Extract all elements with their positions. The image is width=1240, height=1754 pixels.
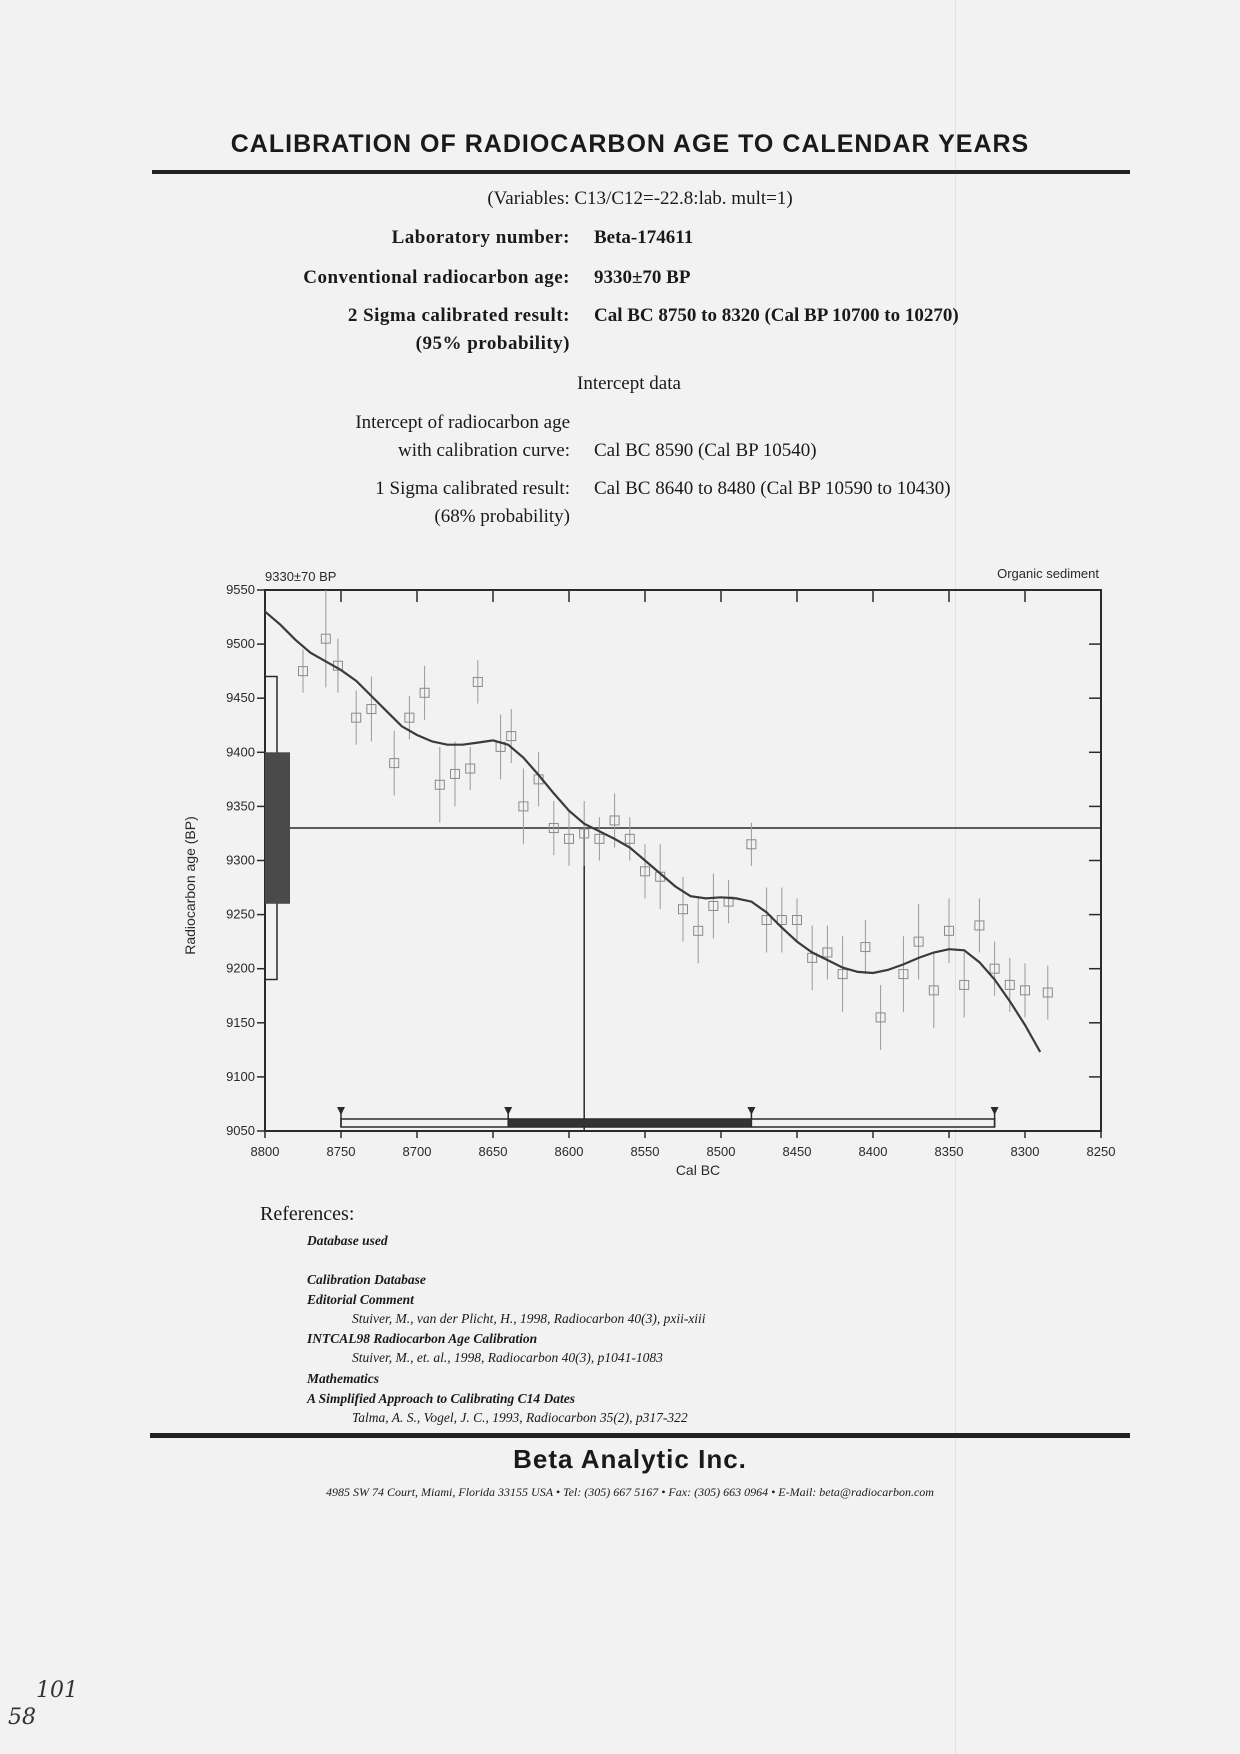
conventional-age-label: Conventional radiocarbon age: xyxy=(303,267,570,288)
y-tick-label: 9450 xyxy=(226,690,255,706)
footer-rule xyxy=(150,1433,1130,1438)
y-tick-label: 9500 xyxy=(226,636,255,652)
range-marker-arrow xyxy=(504,1107,512,1115)
ref-editorial-citation: Stuiver, M., van der Plicht, H., 1998, Radiocarbon 40(3), pxii-xiii xyxy=(352,1311,706,1326)
y-tick-label: 9350 xyxy=(226,798,255,814)
range-marker-arrow xyxy=(991,1107,999,1115)
y-axis-title: Radiocarbon age (BP) xyxy=(182,816,198,955)
one-sigma-probability: (68% probability) xyxy=(434,506,570,527)
references-heading: References: xyxy=(260,1203,355,1225)
ref-intcal: INTCAL98 Radiocarbon Age Calibration xyxy=(307,1331,538,1346)
intercept-label-1: Intercept of radiocarbon age xyxy=(355,412,570,433)
x-tick-label: 8400 xyxy=(858,1144,888,1159)
x-tick-label: 8600 xyxy=(554,1144,584,1159)
two-sigma-label: 2 Sigma calibrated result: xyxy=(347,305,570,326)
ref-intcal-citation: Stuiver, M., et. al., 1998, Radiocarbon 40(3), p1041-1083 xyxy=(352,1350,663,1365)
ref-calibration-database: Calibration Database xyxy=(307,1272,426,1287)
range-marker-arrow xyxy=(337,1107,345,1115)
ref-database-used: Database used xyxy=(307,1233,388,1248)
one-sigma-value: Cal BC 8640 to 8480 (Cal BP 10590 to 10430) xyxy=(594,478,951,499)
y-tick-label: 9150 xyxy=(226,1014,255,1030)
handwritten-note-101: 101 xyxy=(36,1678,78,1703)
y-tick-label: 9050 xyxy=(226,1123,255,1138)
x-tick-label: 8700 xyxy=(402,1144,432,1159)
lab-number-value: Beta-174611 xyxy=(594,227,694,248)
sample-type-label: Organic sediment xyxy=(997,566,1099,581)
x-tick-label: 8350 xyxy=(934,1144,964,1159)
y-tick-label: 9250 xyxy=(226,906,255,922)
y-tick-label: 9100 xyxy=(226,1068,255,1084)
intercept-value: Cal BC 8590 (Cal BP 10540) xyxy=(594,440,817,461)
x-axis-title: Cal BC xyxy=(675,1162,721,1178)
x-tick-label: 8450 xyxy=(782,1144,812,1159)
calibration-curve xyxy=(265,612,1040,1052)
one-sigma-range-bar xyxy=(508,1119,751,1127)
y-tick-label: 9550 xyxy=(226,582,255,597)
intercept-label-2: with calibration curve: xyxy=(398,440,570,461)
y-tick-label: 9200 xyxy=(226,960,255,976)
ref-mathematics: Mathematics xyxy=(307,1371,380,1386)
x-tick-label: 8500 xyxy=(706,1144,736,1159)
x-tick-label: 8800 xyxy=(250,1144,280,1159)
two-sigma-probability: (95% probability) xyxy=(415,333,570,354)
company-address: 4985 SW 74 Court, Miami, Florida 33155 USA • Tel: (305) 667 5167 • Fax: (305) 663 0964 • E-Mail: beta@radiocarbon.com xyxy=(326,1485,934,1499)
two-sigma-value: Cal BC 8750 to 8320 (Cal BP 10700 to 10270) xyxy=(594,305,959,326)
sample-age-label: 9330±70 BP xyxy=(265,569,337,584)
x-tick-label: 8550 xyxy=(630,1144,660,1159)
conventional-age-value: 9330±70 BP xyxy=(594,267,691,288)
intercept-heading: Intercept data xyxy=(577,373,681,394)
one-sigma-label: 1 Sigma calibrated result: xyxy=(375,478,570,499)
y-tick-label: 9300 xyxy=(226,852,255,868)
variables-line: (Variables: C13/C12=-22.8:lab. mult=1) xyxy=(487,188,793,209)
ref-simplified-approach: A Simplified Approach to Calibrating C14 Dates xyxy=(307,1391,576,1406)
y-tick-label: 9400 xyxy=(226,744,255,760)
x-tick-label: 8300 xyxy=(1010,1144,1040,1159)
plot-frame xyxy=(265,590,1101,1131)
ref-editorial-comment: Editorial Comment xyxy=(307,1292,414,1307)
lab-number-label: Laboratory number: xyxy=(391,227,570,248)
page-title: CALIBRATION OF RADIOCARBON AGE TO CALENDAR YEARS xyxy=(230,130,1030,158)
x-tick-label: 8750 xyxy=(326,1144,356,1159)
ref-simplified-citation: Talma, A. S., Vogel, J. C., 1993, Radiocarbon 35(2), p317-322 xyxy=(352,1410,688,1425)
x-tick-label: 8650 xyxy=(478,1144,508,1159)
handwritten-note-58: 58 xyxy=(8,1705,36,1730)
x-tick-label: 8250 xyxy=(1086,1144,1116,1159)
one-sigma-age-band xyxy=(265,752,290,903)
range-marker-arrow xyxy=(747,1107,755,1115)
company-name: Beta Analytic Inc. xyxy=(513,1444,747,1474)
